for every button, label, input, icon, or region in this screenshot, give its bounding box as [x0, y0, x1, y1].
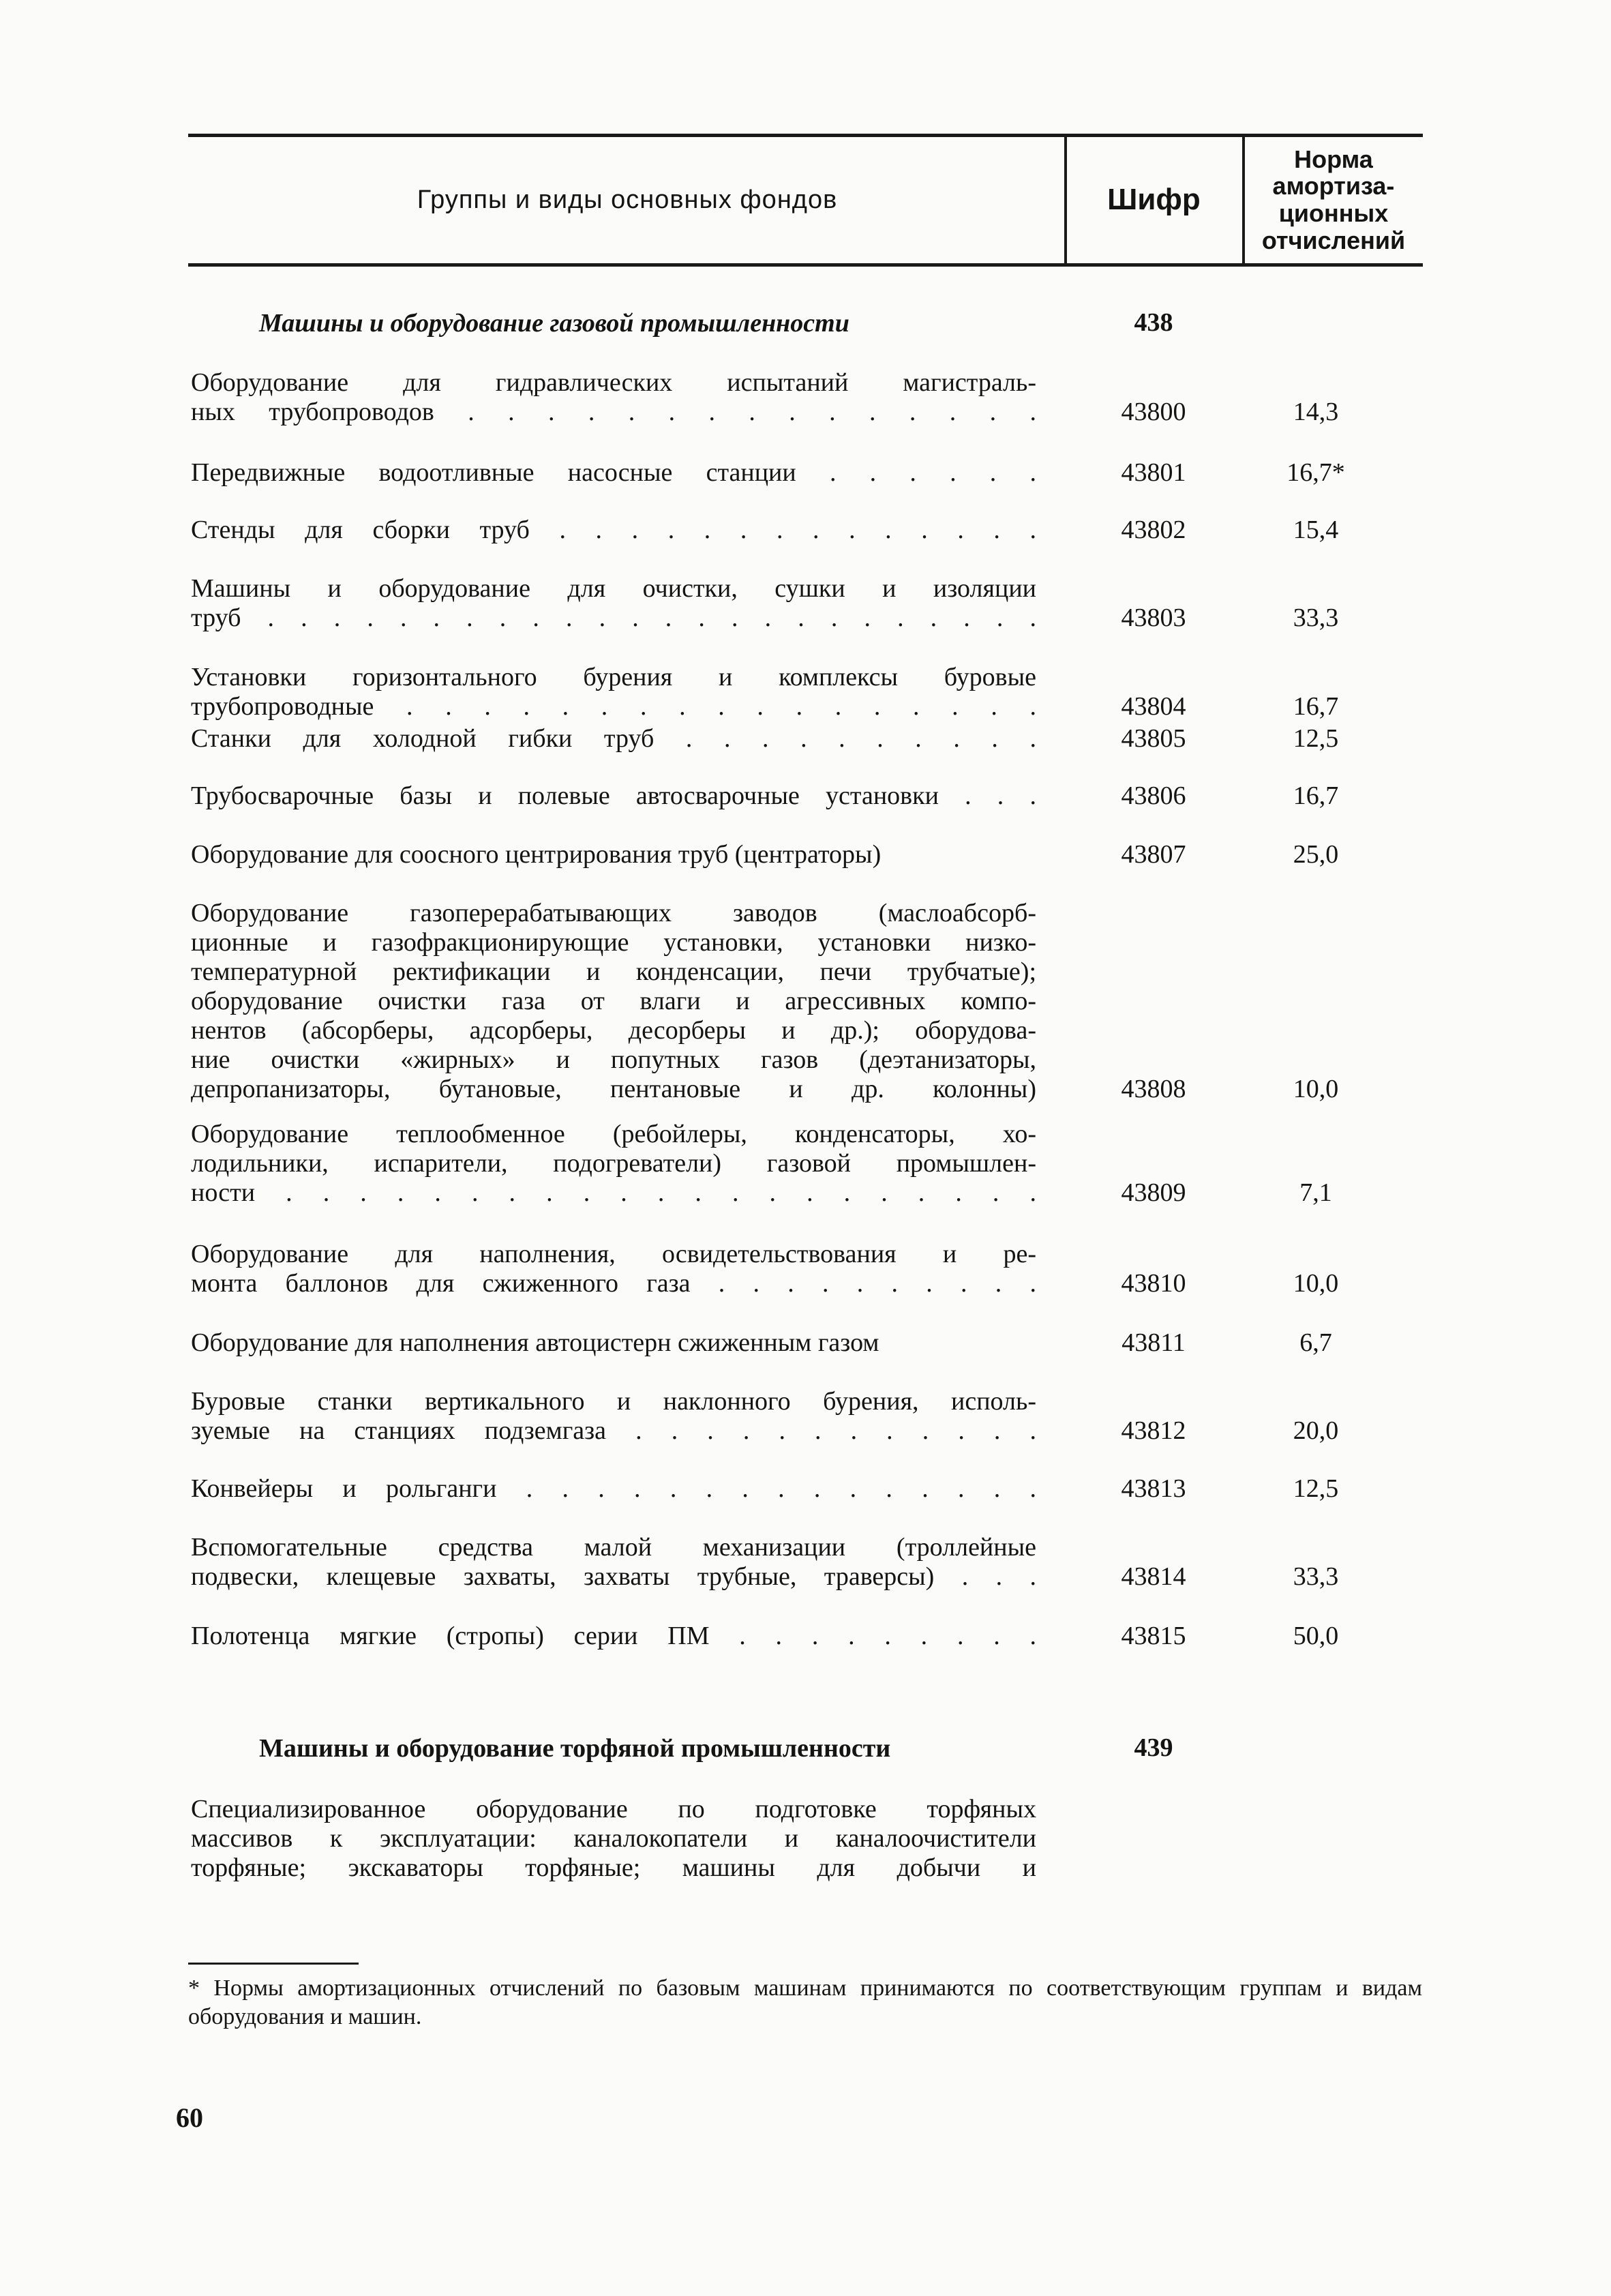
row-description	[191, 663, 1036, 721]
row-norm: 12,5	[1293, 724, 1339, 753]
row-description	[191, 724, 1036, 754]
row-code: 43809	[1121, 1178, 1186, 1207]
row-code: 43805	[1121, 724, 1186, 753]
text-line: Полотенца мягкие (стропы) серии ПМ . . . . . . . . .	[191, 1622, 1036, 1650]
text-line: трубопроводные . . . . . . . . . . . . . . . . .	[191, 692, 1036, 721]
text-line: Передвижные водоотливные насосные станции . . . . . .	[191, 458, 1036, 487]
row-description	[191, 840, 1036, 869]
row-code: 43813	[1121, 1474, 1186, 1503]
text-line: оборудование очистки газа от влаги и агрессивных компо-	[191, 987, 1036, 1015]
text-line: Станки для холодной гибки труб . . . . . . . . . .	[191, 724, 1036, 753]
section-title-gas: Машины и оборудование газовой промышленности	[259, 309, 849, 338]
row-description	[191, 899, 1036, 1104]
text-line: температурной ректификации и конденсации, печи трубчатые);	[191, 957, 1036, 986]
text-line: массивов к эксплуатации: каналокопатели и каналоочистители	[191, 1824, 1036, 1853]
text-line: Оборудование теплообменное (ребойлеры, конденсаторы, хо-	[191, 1120, 1036, 1148]
row-norm: 16,7	[1293, 692, 1339, 721]
text-line: Буровые станки вертикального и наклонного бурения, исполь-	[191, 1387, 1036, 1416]
row-description	[191, 781, 1036, 811]
header-code: Шифр	[1107, 183, 1201, 216]
text-line: депропанизаторы, бутановые, пентановые и др. колонны)	[191, 1075, 1036, 1103]
text-line: Оборудование для наполнения автоцистерн сжиженным газом	[191, 1328, 879, 1357]
row-norm: 12,5	[1293, 1474, 1339, 1503]
text-line: Стенды для сборки труб . . . . . . . . . . . . . .	[191, 516, 1036, 544]
row-code: 43810	[1121, 1269, 1186, 1298]
text-line: нентов (абсорберы, адсорберы, десорберы и др.); оборудова-	[191, 1016, 1036, 1045]
row-description	[191, 1328, 1036, 1358]
row-norm: 25,0	[1293, 840, 1339, 869]
row-description	[191, 368, 1036, 427]
peat-equipment-text	[191, 1795, 1036, 1883]
row-code: 43804	[1121, 692, 1186, 721]
text-line: Конвейеры и рольганги . . . . . . . . . . . . . . .	[191, 1474, 1036, 1503]
text-line: Оборудование для гидравлических испытаний магистраль-	[191, 368, 1036, 397]
header-norm-line: амортиза-	[1272, 172, 1395, 200]
section-code-peat: 439	[1134, 1733, 1173, 1762]
row-norm: 10,0	[1293, 1075, 1339, 1103]
header-norm-line: отчислений	[1261, 226, 1406, 254]
row-code: 43808	[1121, 1075, 1186, 1103]
page-number: 60	[176, 2102, 203, 2133]
text-line: подвески, клещевые захваты, захваты трубные, траверсы) . . .	[191, 1562, 1036, 1591]
row-norm: 6,7	[1299, 1328, 1332, 1357]
row-description	[191, 1387, 1036, 1446]
row-norm: 16,7*	[1286, 458, 1345, 487]
row-norm: 7,1	[1299, 1178, 1332, 1207]
row-norm: 33,3	[1293, 1562, 1339, 1591]
row-description	[191, 1240, 1036, 1298]
row-code: 43801	[1121, 458, 1186, 487]
text-line: ние очистки «жирных» и попутных газов (деэтанизаторы,	[191, 1045, 1036, 1074]
header-norm-line: Норма	[1294, 145, 1373, 173]
section-title-peat: Машины и оборудование торфяной промышленности	[259, 1734, 891, 1763]
row-norm: 10,0	[1293, 1269, 1339, 1298]
text-line: Оборудование газоперерабатывающих заводов (маслоабсорб-	[191, 899, 1036, 927]
row-code: 43806	[1121, 781, 1186, 810]
text-line: торфяные; экскаваторы торфяные; машины для добычи и	[191, 1853, 1036, 1882]
row-code: 43800	[1121, 398, 1186, 426]
header-norm-line: ционных	[1278, 199, 1389, 227]
text-line: Установки горизонтального бурения и комплексы буровые	[191, 663, 1036, 691]
row-norm: 16,7	[1293, 781, 1339, 810]
footnote-rule	[188, 1963, 359, 1965]
row-norm: 20,0	[1293, 1416, 1339, 1445]
section-code-gas: 438	[1134, 308, 1173, 337]
row-code: 43812	[1121, 1416, 1186, 1445]
row-description	[191, 574, 1036, 633]
header-norm	[1244, 136, 1423, 263]
row-code: 43807	[1121, 840, 1186, 869]
text-line: лодильники, испарители, подогреватели) газовой промышлен-	[191, 1149, 1036, 1178]
row-code: 43803	[1121, 603, 1186, 632]
row-description	[191, 1622, 1036, 1651]
text-line: Специализированное оборудование по подготовке торфяных	[191, 1795, 1036, 1823]
text-line: монта баллонов для сжиженного газа . . . . . . . . . .	[191, 1269, 1036, 1298]
text-line: труб . . . . . . . . . . . . . . . . . . . . . . . .	[191, 603, 1036, 632]
text-line: ности . . . . . . . . . . . . . . . . . . . . .	[191, 1178, 1036, 1207]
row-description	[191, 1474, 1036, 1504]
text-line: Машины и оборудование для очистки, сушки и изоляции	[191, 574, 1036, 603]
row-description	[191, 1120, 1036, 1208]
row-code: 43811	[1121, 1328, 1186, 1357]
row-description	[191, 1533, 1036, 1592]
text-line: Вспомогательные средства малой механизации (троллейные	[191, 1533, 1036, 1562]
row-norm: 15,4	[1293, 516, 1339, 544]
text-line: ных трубопроводов . . . . . . . . . . . . . . .	[191, 398, 1036, 426]
header-bottom-rule	[188, 263, 1423, 267]
row-description	[191, 516, 1036, 545]
row-code: 43814	[1121, 1562, 1186, 1591]
header-groups: Группы и виды основных фондов	[417, 185, 838, 214]
text-line: ционные и газофракционирующие установки, установки низко-	[191, 928, 1036, 957]
row-norm: 50,0	[1293, 1622, 1339, 1650]
row-description	[191, 458, 1036, 488]
text-line: зуемые на станциях подземгаза . . . . . . . . . . . .	[191, 1416, 1036, 1445]
text-line: Трубосварочные базы и полевые автосварочные установки . . .	[191, 781, 1036, 810]
row-code: 43815	[1121, 1622, 1186, 1650]
row-code: 43802	[1121, 516, 1186, 544]
row-norm: 33,3	[1293, 603, 1339, 632]
text-line: Оборудование для соосного центрирования труб (центраторы)	[191, 840, 882, 869]
row-norm: 14,3	[1293, 398, 1339, 426]
footnote: * Нормы амортизационных отчислений по базовым машинам принимаются по соответствующим группам и видам оборудования и машин.	[188, 1976, 1422, 2029]
text-line: Оборудование для наполнения, освидетельствования и ре-	[191, 1240, 1036, 1268]
